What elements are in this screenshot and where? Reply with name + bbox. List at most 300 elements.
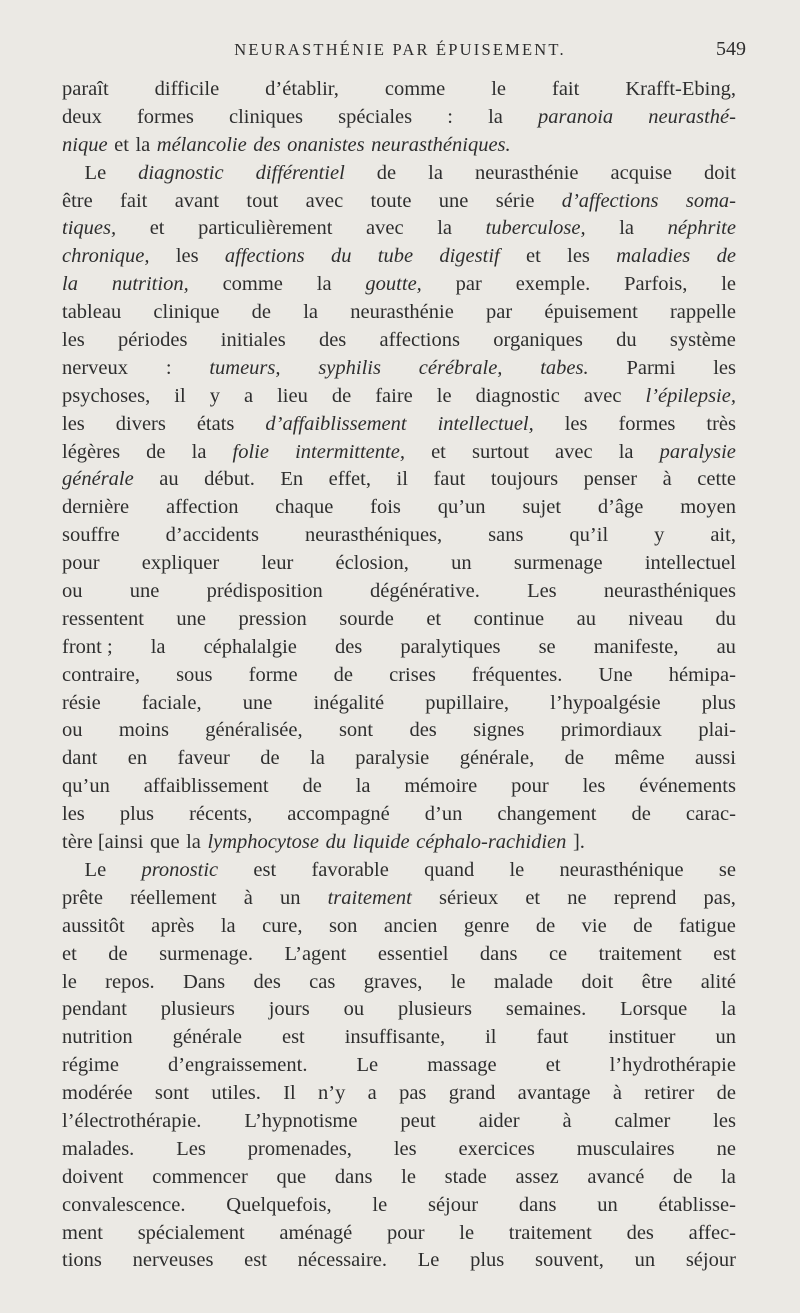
word: de xyxy=(633,914,653,937)
word: très xyxy=(706,412,736,435)
word: le xyxy=(721,273,736,296)
word: Les xyxy=(527,580,557,603)
word: les xyxy=(567,245,590,268)
word: psychoses, xyxy=(62,384,151,407)
text-line xyxy=(62,271,736,299)
word: de xyxy=(673,1165,693,1188)
word: après xyxy=(151,914,195,937)
word: d’engraissement. xyxy=(167,1054,308,1077)
word: est xyxy=(253,858,277,881)
word: formes xyxy=(618,412,676,435)
word: et xyxy=(525,886,541,909)
word: aménagé xyxy=(279,1221,353,1244)
word: est xyxy=(244,1249,267,1272)
word: nutrition, xyxy=(111,273,189,296)
text-line xyxy=(62,383,736,411)
word: mélancolie xyxy=(156,133,247,156)
word: cliniques xyxy=(229,105,304,128)
word: accompagné xyxy=(287,803,390,826)
word: fait xyxy=(552,78,580,100)
text-line xyxy=(62,829,736,857)
word: générale, xyxy=(459,747,535,770)
word: un xyxy=(279,886,301,909)
word: instituer xyxy=(608,1026,676,1049)
word: massage xyxy=(427,1054,497,1077)
word: souffre xyxy=(62,524,120,547)
word: Parmi xyxy=(626,356,676,379)
word: penser xyxy=(583,468,638,491)
word: tout xyxy=(246,189,279,212)
text-line xyxy=(62,745,736,773)
word: néphrite xyxy=(667,217,736,240)
word: la xyxy=(316,273,332,296)
text-line xyxy=(62,188,736,216)
word: la xyxy=(721,1165,736,1188)
word: ou xyxy=(343,998,365,1021)
word: effet, xyxy=(328,468,371,491)
word: d’un xyxy=(424,803,463,826)
word: de xyxy=(716,1082,736,1105)
word: une xyxy=(438,189,469,212)
word: onanistes xyxy=(287,133,365,156)
word: y xyxy=(654,524,665,547)
word: ne xyxy=(716,1137,736,1160)
word: cas xyxy=(309,970,336,993)
text-line xyxy=(62,355,736,383)
word: liquide xyxy=(352,831,410,854)
word: le xyxy=(401,1165,416,1188)
text-line xyxy=(62,1247,736,1275)
word: la xyxy=(619,217,635,240)
text-line xyxy=(62,466,736,494)
word: avec xyxy=(583,384,622,407)
text-line xyxy=(62,215,736,243)
word: Lorsque xyxy=(620,998,688,1021)
word: il xyxy=(485,1026,497,1049)
word: vie xyxy=(581,914,607,937)
word: En xyxy=(280,468,304,491)
word: Krafft-Ebing, xyxy=(625,78,736,100)
word: sans xyxy=(488,524,524,547)
word: affaiblissement xyxy=(143,775,269,798)
word: tère [ainsi xyxy=(62,831,144,854)
word: paraît xyxy=(62,78,109,100)
word: goutte, xyxy=(365,273,422,296)
word: de xyxy=(251,301,272,324)
word: plusieurs xyxy=(398,998,473,1021)
word: lymphocytose xyxy=(207,831,320,854)
text-line xyxy=(62,578,736,606)
word: surtout xyxy=(471,440,529,463)
word: le xyxy=(491,78,507,100)
word: le xyxy=(450,970,466,993)
word: ]. xyxy=(572,831,585,854)
word: la xyxy=(186,831,201,854)
word: mémoire xyxy=(404,775,478,798)
word: un xyxy=(634,1249,656,1272)
text-line xyxy=(62,690,736,718)
word: se xyxy=(718,858,736,881)
word: pronostic xyxy=(141,858,219,881)
word: plus xyxy=(119,803,155,826)
running-header xyxy=(60,38,746,70)
word: Le xyxy=(417,1249,440,1272)
word: chronique, xyxy=(62,245,150,268)
word: neurasthénie xyxy=(474,161,579,184)
word: des xyxy=(409,719,437,742)
text-line xyxy=(62,885,736,913)
word: l’électrothérapie. xyxy=(62,1109,202,1132)
word: chaque xyxy=(275,496,334,519)
text-line xyxy=(62,717,736,745)
word: paranoia xyxy=(537,105,614,128)
word: faveur xyxy=(177,747,230,770)
word: nique xyxy=(62,133,108,156)
body-text xyxy=(62,76,736,1275)
word: Le xyxy=(84,161,107,184)
word: jours xyxy=(268,998,310,1021)
word: ancien xyxy=(383,914,438,937)
word: initiales xyxy=(220,329,286,352)
word: paralysie xyxy=(659,440,736,463)
word: : xyxy=(165,356,172,379)
word: traitement xyxy=(508,1221,592,1244)
word: et xyxy=(149,217,165,240)
word: au xyxy=(159,468,179,491)
word: ce xyxy=(548,942,568,965)
word: série xyxy=(495,189,535,212)
word: comme xyxy=(222,273,283,296)
word: avec xyxy=(555,440,593,463)
word: forme xyxy=(248,663,298,686)
word: digestif xyxy=(439,245,500,268)
running-title: NEURASTHÉNIE PAR ÉPUISEMENT. xyxy=(234,40,566,59)
word: un xyxy=(597,1193,618,1216)
word: dégénérative. xyxy=(369,580,480,603)
word: manifeste, xyxy=(593,635,679,658)
word: pas, xyxy=(703,886,736,909)
word: et xyxy=(426,607,442,630)
word: L’agent xyxy=(284,942,347,965)
word: toute xyxy=(370,189,412,212)
page-number: 549 xyxy=(716,38,746,60)
word: différentiel xyxy=(255,161,345,184)
word: qu’il xyxy=(569,524,609,547)
word: pendant xyxy=(62,998,127,1021)
word: céphalo-rachidien xyxy=(416,831,567,854)
word: cure, xyxy=(262,914,303,937)
word: tableau xyxy=(62,301,122,324)
word: intellectuel xyxy=(644,552,736,575)
word: signes xyxy=(473,719,525,742)
word: moyen xyxy=(680,496,736,519)
word: graves, xyxy=(363,970,423,993)
word: dans xyxy=(479,942,518,965)
word: particulièrement xyxy=(198,217,333,240)
word: événements xyxy=(639,775,736,798)
word: tumeurs, xyxy=(209,356,281,379)
word: primordiaux xyxy=(560,719,663,742)
word: de xyxy=(631,803,651,826)
word: Le xyxy=(84,858,107,881)
word: être xyxy=(62,189,93,212)
word: avec xyxy=(366,217,404,240)
word: du xyxy=(330,245,352,268)
word: avant xyxy=(174,189,220,212)
word: promenades, xyxy=(247,1137,352,1160)
word: neurasthéniques. xyxy=(371,133,511,156)
text-line xyxy=(62,243,736,271)
word: Parfois, xyxy=(624,273,688,296)
word: début. xyxy=(204,468,255,491)
word: nutrition xyxy=(62,1026,133,1049)
word: prédisposition xyxy=(206,580,323,603)
word: d’affections xyxy=(561,189,659,212)
word: sourde xyxy=(339,607,394,630)
word: reprend xyxy=(613,886,677,909)
word: au xyxy=(576,607,596,630)
word: les xyxy=(62,412,85,435)
text-line xyxy=(62,1164,736,1192)
word: avec xyxy=(305,189,344,212)
word: se xyxy=(538,635,556,658)
word: est xyxy=(713,942,736,965)
word: pour xyxy=(62,552,100,575)
word: affections xyxy=(224,245,305,268)
word: Les xyxy=(176,1137,206,1160)
word: d’âge xyxy=(597,496,644,519)
word: avantage xyxy=(517,1082,591,1105)
word: plus xyxy=(470,1249,505,1272)
word: les xyxy=(713,1109,736,1132)
word: par xyxy=(486,301,513,324)
word: l’hypoalgésie xyxy=(550,691,661,714)
word: plus xyxy=(701,691,736,714)
word: Quelquefois, xyxy=(226,1193,332,1216)
word: maladies xyxy=(616,245,691,268)
word: affec- xyxy=(688,1221,736,1244)
word: d’établir, xyxy=(265,78,339,100)
text-line xyxy=(62,996,736,1024)
word: favorable xyxy=(311,858,389,881)
word: dans xyxy=(518,1193,557,1216)
word: Dans xyxy=(183,970,226,993)
word: du xyxy=(616,329,637,352)
text-line xyxy=(62,1136,736,1164)
word: repos. xyxy=(105,970,155,993)
word: même xyxy=(614,747,665,770)
word: moins xyxy=(118,719,169,742)
word: diagnostic xyxy=(475,384,560,407)
word: deux xyxy=(62,105,102,128)
word: au xyxy=(716,635,736,658)
word: faire xyxy=(375,384,413,407)
word: convalescence. xyxy=(62,1193,186,1216)
word: genre xyxy=(463,914,510,937)
word: a xyxy=(243,384,254,407)
word: a xyxy=(367,1082,377,1105)
word: doit xyxy=(704,161,736,184)
word: un xyxy=(451,552,472,575)
word: établisse- xyxy=(658,1193,736,1216)
word: la xyxy=(191,440,207,463)
word: soma- xyxy=(685,189,736,212)
word: exemple. xyxy=(515,273,591,296)
word: prête xyxy=(62,886,103,909)
word: résie xyxy=(62,691,101,714)
word: malade xyxy=(493,970,554,993)
word: fait xyxy=(120,189,148,212)
word: traitement xyxy=(327,886,412,909)
text-line xyxy=(62,550,736,578)
word: spéciales xyxy=(338,105,413,128)
text-line xyxy=(62,662,736,690)
word: la xyxy=(150,635,166,658)
word: d’affaiblissement xyxy=(265,412,407,435)
word: la xyxy=(355,775,371,798)
word: crises xyxy=(389,663,436,686)
word: à xyxy=(612,1082,622,1105)
word: tions xyxy=(62,1249,102,1272)
word: des xyxy=(253,133,281,156)
word: tube xyxy=(377,245,414,268)
word: insuffisante, xyxy=(344,1026,446,1049)
word: lieu xyxy=(277,384,308,407)
word: qu’un xyxy=(437,496,486,519)
text-line xyxy=(62,1052,736,1080)
word: divers xyxy=(115,412,166,435)
word: générale xyxy=(62,468,134,491)
text-line xyxy=(62,1024,736,1052)
word: qu’un xyxy=(62,775,110,798)
word: et xyxy=(431,440,446,463)
word: paralysie xyxy=(355,747,430,770)
text-line xyxy=(62,606,736,634)
word: neurasthénique xyxy=(559,858,684,881)
text-line xyxy=(62,773,736,801)
word: sont xyxy=(154,1082,190,1105)
word: rappelle xyxy=(669,301,736,324)
word: Une xyxy=(598,663,633,686)
text-line xyxy=(62,941,736,969)
word: une xyxy=(242,691,273,714)
word: ou xyxy=(62,580,83,603)
word: sous xyxy=(176,663,213,686)
word: expliquer xyxy=(141,552,220,575)
word: peut xyxy=(400,1109,436,1132)
word: tuberculose, xyxy=(485,217,586,240)
word: clinique xyxy=(153,301,220,324)
word: dant xyxy=(62,747,98,770)
word: intermittente, xyxy=(295,440,405,463)
word: fréquentes. xyxy=(471,663,563,686)
word: difficile xyxy=(154,78,220,100)
word: plai- xyxy=(698,719,736,742)
word: il xyxy=(396,468,408,491)
word: en xyxy=(127,747,148,770)
word: est xyxy=(281,1026,305,1049)
word: pression xyxy=(238,607,307,630)
word: exercices xyxy=(458,1137,535,1160)
word: toujours xyxy=(490,468,559,491)
word: hémipa- xyxy=(668,663,736,686)
word: : xyxy=(447,105,453,128)
word: des xyxy=(318,329,347,352)
word: contraire, xyxy=(62,663,140,686)
word: dernière xyxy=(62,496,130,519)
word: et xyxy=(114,133,129,156)
word: les xyxy=(62,803,85,826)
word: aider xyxy=(478,1109,520,1132)
word: légères xyxy=(62,440,121,463)
word: neurasthénie xyxy=(350,301,454,324)
word: de xyxy=(716,245,736,268)
word: ment xyxy=(62,1221,103,1244)
word: spécialement xyxy=(137,1221,245,1244)
word: éclosion, xyxy=(335,552,409,575)
text-line xyxy=(62,439,736,467)
text-line xyxy=(62,801,736,829)
word: tiques, xyxy=(62,217,117,240)
word: nerveux xyxy=(62,356,129,379)
word: la xyxy=(220,914,236,937)
word: dans xyxy=(334,1165,373,1188)
word: l’épilepsie, xyxy=(645,384,736,407)
word: des xyxy=(626,1221,654,1244)
word: doit xyxy=(581,970,614,993)
word: retirer xyxy=(644,1082,695,1105)
word: à xyxy=(562,1109,572,1132)
word: grand xyxy=(448,1082,496,1105)
text-line xyxy=(62,913,736,941)
word: aussi xyxy=(694,747,736,770)
word: par xyxy=(455,273,482,296)
word: périodes xyxy=(118,329,188,352)
word: de xyxy=(535,914,556,937)
word: ne xyxy=(567,886,587,909)
word: récents, xyxy=(189,803,253,826)
word: le xyxy=(372,1193,388,1216)
text-line xyxy=(62,1192,736,1220)
text-line xyxy=(62,494,736,522)
word: malades. xyxy=(62,1137,135,1160)
word: aussitôt xyxy=(62,914,125,937)
word: front ; xyxy=(62,635,113,658)
word: tabes. xyxy=(540,356,589,379)
word: nécessaire. xyxy=(297,1249,388,1272)
word: formes xyxy=(136,105,194,128)
word: sont xyxy=(338,719,374,742)
word: le xyxy=(459,1221,475,1244)
word: des xyxy=(253,970,281,993)
word: ressentent xyxy=(62,607,144,630)
word: faciale, xyxy=(141,691,202,714)
word: séjour xyxy=(427,1193,479,1216)
word: son xyxy=(328,914,358,937)
word: ait, xyxy=(710,524,736,547)
word: les xyxy=(62,329,85,352)
word: musculaires xyxy=(576,1137,675,1160)
text-line xyxy=(62,132,736,160)
text-line xyxy=(62,634,736,662)
word: et xyxy=(526,245,541,268)
word: à xyxy=(243,886,253,909)
word: épuisement xyxy=(544,301,638,324)
word: des xyxy=(334,635,363,658)
word: et xyxy=(545,1054,561,1077)
text-line xyxy=(62,411,736,439)
word: assez xyxy=(515,1165,559,1188)
